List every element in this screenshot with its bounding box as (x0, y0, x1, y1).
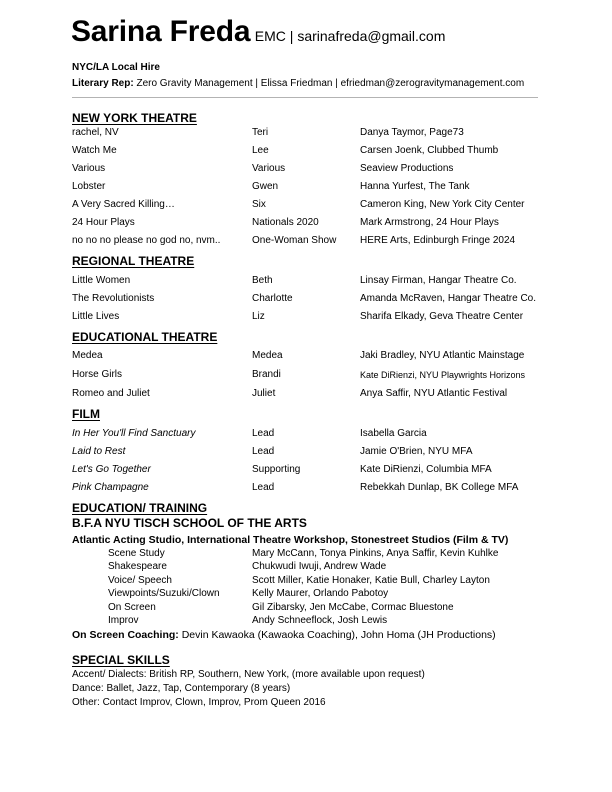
training-subject: Improv (108, 615, 139, 626)
degree: B.F.A NYU TISCH SCHOOL OF THE ARTS (72, 516, 307, 530)
credit-role: Charlotte (252, 293, 293, 304)
credit-title: Various (72, 163, 106, 174)
credit-row (72, 275, 552, 291)
credit-title: 24 Hour Plays (72, 217, 135, 228)
rep-value: Zero Gravity Management | Elissa Friedman | efriedman@zerogravitymanagement.com (136, 78, 525, 89)
credit-director: Kate DiRienzi, NYU Playwrights Horizons (360, 370, 526, 380)
credit-role: One-Woman Show (252, 235, 337, 246)
credit-title: Lobster (72, 181, 106, 192)
credit-row (72, 388, 552, 404)
credit-role: Various (252, 163, 286, 174)
location: NYC/LA Local Hire (72, 62, 160, 73)
credit-director: Jamie O'Brien, NYU MFA (360, 446, 473, 457)
credit-row (72, 145, 552, 161)
training-teachers: Andy Schneeflock, Josh Lewis (252, 615, 388, 626)
credit-row (72, 163, 552, 179)
credit-role: Lee (252, 145, 269, 156)
credit-director: Danya Taymor, Page73 (360, 127, 464, 138)
credit-title: The Revolutionists (72, 293, 155, 304)
skill-line: Dance: Ballet, Jazz, Tap, Contemporary (8 years) (72, 683, 291, 694)
union-and-email: EMC | sarinafreda@gmail.com (254, 28, 446, 44)
credit-row (72, 127, 552, 143)
credit-row (72, 350, 552, 366)
credit-title: A Very Sacred Killing… (72, 199, 175, 210)
credit-title: rachel, NV (72, 127, 119, 138)
credit-director: Cameron King, New York City Center (360, 199, 525, 210)
on-screen-coaching (72, 629, 496, 641)
credit-title: Pink Champagne (72, 482, 149, 493)
credit-role: Six (252, 199, 266, 210)
section-title-regional-theatre: REGIONAL THEATRE (72, 254, 195, 268)
literary-rep (72, 78, 524, 89)
credit-row (72, 181, 552, 197)
credit-row (72, 369, 552, 385)
coaching-value: Devin Kawaoka (Kawaoka Coaching), John Homa (JH Productions) (181, 629, 496, 641)
credit-title: Let's Go Together (72, 464, 151, 475)
credit-row (72, 446, 552, 462)
credit-role: Lead (252, 482, 275, 493)
training-subject: On Screen (108, 602, 156, 613)
credit-role: Supporting (252, 464, 301, 475)
studios: Atlantic Acting Studio, International Theatre Workshop, Stonestreet Studios (Film & TV) (72, 534, 509, 546)
training-teachers: Kelly Maurer, Orlando Pabotoy (252, 588, 389, 599)
training-teachers: Gil Zibarsky, Jen McCabe, Cormac Bluestone (252, 602, 454, 613)
section-title-education: EDUCATION/ TRAINING (72, 501, 208, 515)
credit-role: Medea (252, 350, 283, 361)
credit-role: Teri (252, 127, 269, 138)
credit-title: Medea (72, 350, 103, 361)
credit-role: Gwen (252, 181, 279, 192)
section-title-film: FILM (72, 407, 100, 421)
coaching-label: On Screen Coaching: (72, 629, 179, 641)
resume-header (71, 15, 445, 49)
credit-role: Liz (252, 311, 265, 322)
credit-row (72, 482, 552, 498)
credit-director: Isabella Garcia (360, 428, 427, 439)
credit-director: Linsay Firman, Hangar Theatre Co. (360, 275, 517, 286)
credit-title: no no no please no god no, nvm.. (72, 235, 221, 246)
credit-row (72, 235, 552, 251)
credit-role: Lead (252, 428, 275, 439)
training-teachers: Mary McCann, Tonya Pinkins, Anya Saffir, Kevin Kuhlke (252, 548, 499, 559)
skill-line: Accent/ Dialects: British RP, Southern, New York, (more available upon request) (72, 669, 425, 680)
credit-role: Nationals 2020 (252, 217, 319, 228)
credit-role: Juliet (252, 388, 276, 399)
credit-row (72, 428, 552, 444)
credit-row (72, 199, 552, 215)
skill-line: Other: Contact Improv, Clown, Improv, Prom Queen 2016 (72, 697, 326, 708)
actor-name: Sarina Freda (71, 15, 251, 48)
credit-row (72, 464, 552, 480)
credit-director: Anya Saffir, NYU Atlantic Festival (360, 388, 508, 399)
training-subject: Voice/ Speech (108, 575, 172, 586)
section-title-ny-theatre: NEW YORK THEATRE (72, 111, 197, 125)
credit-role: Brandi (252, 369, 281, 380)
credit-director: Mark Armstrong, 24 Hour Plays (360, 217, 499, 228)
credit-title: Little Women (72, 275, 131, 286)
section-title-special-skills: SPECIAL SKILLS (72, 653, 170, 667)
credit-title: Laid to Rest (72, 446, 126, 457)
credit-row (72, 293, 552, 309)
credit-title: Little Lives (72, 311, 120, 322)
credit-title: Watch Me (72, 145, 117, 156)
training-subject: Scene Study (108, 548, 165, 559)
credit-director: Seaview Productions (360, 163, 454, 174)
credit-role: Lead (252, 446, 275, 457)
credit-director: HERE Arts, Edinburgh Fringe 2024 (360, 235, 516, 246)
rep-label: Literary Rep: (72, 78, 134, 89)
training-subject: Shakespeare (108, 561, 167, 572)
credit-director: Hanna Yurfest, The Tank (360, 181, 470, 192)
credit-title: Horse Girls (72, 369, 123, 380)
credit-row (72, 311, 552, 327)
credit-title: In Her You'll Find Sanctuary (72, 428, 196, 439)
credit-director: Rebekkah Dunlap, BK College MFA (360, 482, 519, 493)
credit-row (72, 217, 552, 233)
credit-title: Romeo and Juliet (72, 388, 150, 399)
credit-director: Sharifa Elkady, Geva Theatre Center (360, 311, 524, 322)
credit-role: Beth (252, 275, 273, 286)
training-teachers: Scott Miller, Katie Honaker, Katie Bull, Charley Layton (252, 575, 490, 586)
header-divider (72, 97, 538, 98)
training-subject: Viewpoints/Suzuki/Clown (108, 588, 220, 599)
credit-director: Kate DiRienzi, Columbia MFA (360, 464, 492, 475)
credit-director: Jaki Bradley, NYU Atlantic Mainstage (360, 350, 525, 361)
credit-director: Amanda McRaven, Hangar Theatre Co. (360, 293, 537, 304)
credit-director: Carsen Joenk, Clubbed Thumb (360, 145, 499, 156)
training-teachers: Chukwudi Iwuji, Andrew Wade (252, 561, 387, 572)
section-title-educational-theatre: EDUCATIONAL THEATRE (72, 330, 218, 344)
